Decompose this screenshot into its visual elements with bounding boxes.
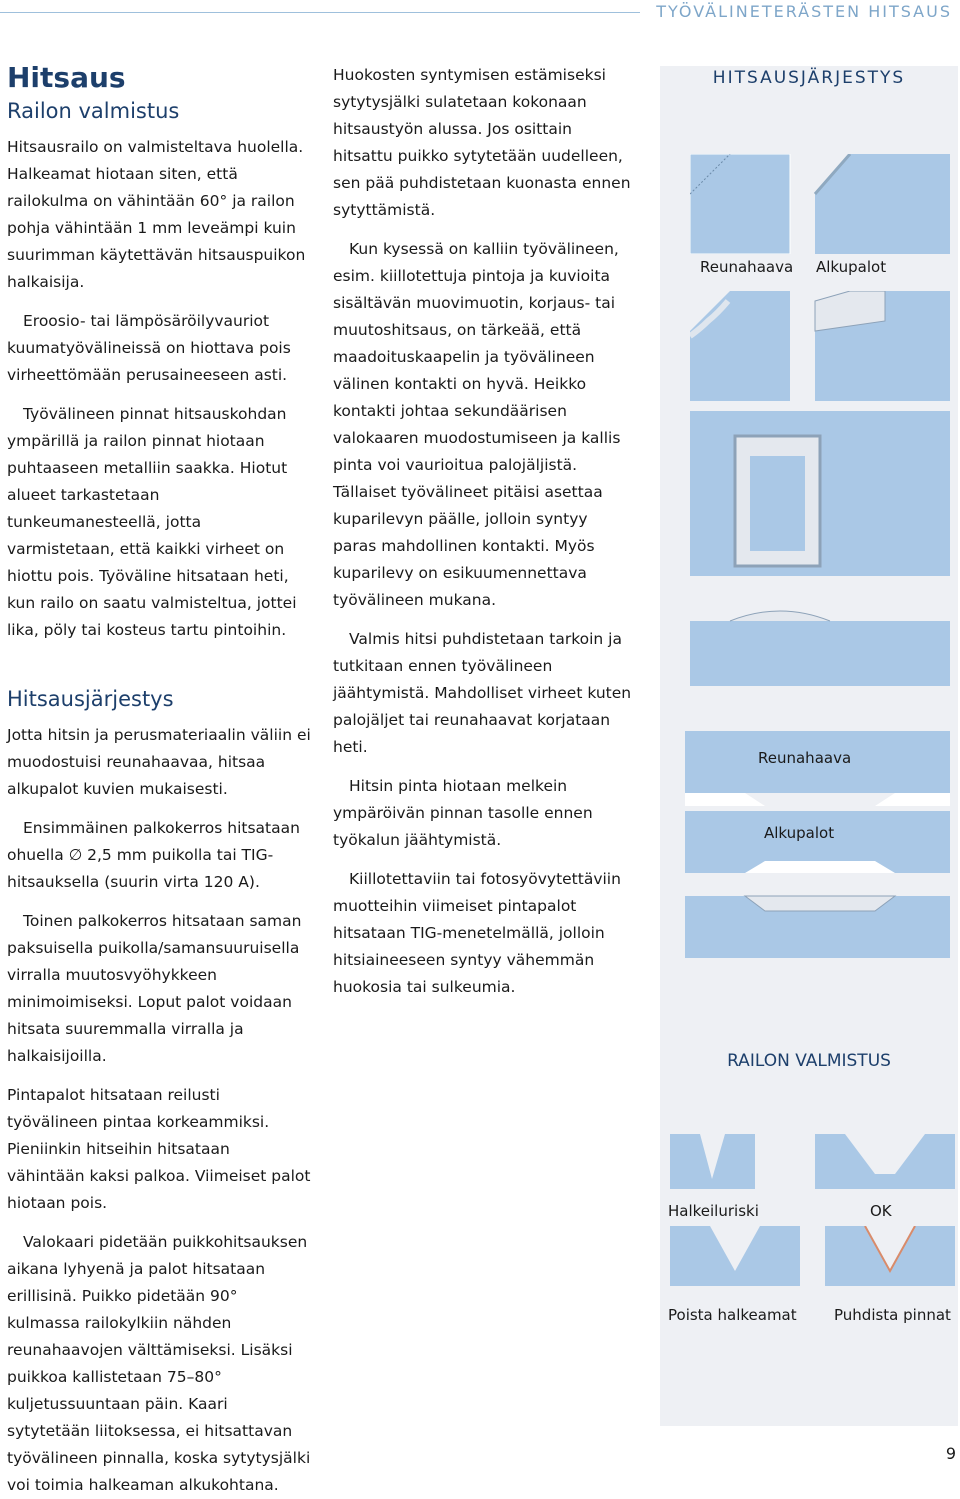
figure-panel <box>660 66 958 1426</box>
column-middle <box>333 62 633 1001</box>
groove-cross-sections <box>670 1134 958 1194</box>
label-puhdista-pinnat: Puhdista pinnat <box>834 1306 951 1324</box>
paragraph: Pintapalot hitsataan reilusti työvälineen pintaa korkeammiksi. Pieniinkin hitseihin hitsataan vähintään kaksi palkoa. Viimeiset palot hiotaan pois. <box>7 1086 311 1212</box>
weld-sequence-step2-figure <box>690 291 950 401</box>
column-left <box>7 60 312 1499</box>
figure-title: HITSAUSJÄRJESTYS <box>712 68 906 88</box>
repair-cross-sections <box>670 1226 958 1296</box>
weld-sequence-step3-figure <box>690 411 950 576</box>
label-alkupalot-2: Alkupalot <box>764 824 835 842</box>
paragraph: Eroosio- tai lämpösäröilyvauriot kuumatyövälineissä on hiottava pois virheettömään perusaineeseen asti. <box>7 312 291 384</box>
paragraph: Hitsausrailo on valmisteltava huolella. Halkeamat hiotaan siten, että railokulma on vähintään 60° ja railon pohja vähintään 1 mm leveämpi kuin suurimman käytettävän hitsauspuikon halkaisija. <box>7 138 306 291</box>
paragraph: Valokaari pidetään puikkohitsauksen aikana lyhyenä ja palot hitsataan erillisinä. Puikko pidetään 90° kulmassa railokylkiin nähden reunahaavojen välttämiseksi. Lisäksi puikkoa kallistetaan 75–80° kuljetussuuntaan päin. Kaari sytytetään liitoksessa, ei hitsattavan työvälineen pinnalla, koska sytytysjälki voi toimia halkeaman alkukohtana. <box>7 1233 311 1494</box>
paragraph: Kiillotettaviin tai fotosyövytettäviin muotteihin viimeiset pintapalot hitsataan TIG-menetelmällä, jolloin hitsiaineeseen syntyy vähemmän huokosia tai sulkeumia. <box>333 870 621 996</box>
paragraph: Ensimmäinen palkokerros hitsataan ohuella ∅ 2,5 mm puikolla tai TIG-hitsauksella (suurin virta 120 A). <box>7 819 300 891</box>
page-number: 9 <box>945 1444 956 1463</box>
section-heading: Railon valmistus <box>7 99 180 123</box>
header-rule <box>0 12 640 13</box>
weld-sequence-step1-figure <box>690 154 950 254</box>
paragraph: Jotta hitsin ja perusmateriaalin väliin ei muodostuisi reunahaavaa, hitsaa alkupalot kuvien mukaisesti. <box>7 726 311 798</box>
page-title: Hitsaus <box>7 61 126 94</box>
label-ok: OK <box>870 1202 892 1220</box>
weld-sequence-step4-figure <box>690 606 950 686</box>
label-halkeiluriski: Halkeiluriski <box>668 1202 759 1220</box>
paragraph: Toinen palkokerros hitsataan saman paksuisella puikolla/samansuuruisella virralla muutosvyöhykkeen minimoimiseksi. Loput palot voidaan hitsata suuremmalla virralla ja halkaisijoilla. <box>7 912 302 1065</box>
label-reunahaava-2: Reunahaava <box>758 749 852 767</box>
section-heading: Hitsausjärjestys <box>7 687 174 711</box>
paragraph: Valmis hitsi puhdistetaan tarkoin ja tutkitaan ennen työvälineen jäähtymistä. Mahdolliset virheet kuten palojäljet tai reunahaavat korjataan heti. <box>333 630 632 756</box>
label-poista-halkeamat: Poista halkeamat <box>668 1306 797 1324</box>
paragraph: Kun kysessä on kalliin työvälineen, esim. kiillotettuja pintoja ja kuvioita sisältävän muovimuotin, korjaus- tai muutoshitsaus, on tärkeää, että maadoituskaapelin ja työvälineen välinen kontakti on hyvä. Heikko kontakti johtaa sekundäärisen valokaaren muodostumiseen ja kallis pinta voi vaurioitua palojäljistä. Tällaiset työvälineet pitäisi asettaa kuparilevyn päälle, jolloin syntyy paras mahdollinen kontakti. Myös kuparilevy on esikuumennettava työvälineen mukana. <box>333 240 621 609</box>
label-alkupalot: Alkupalot <box>816 258 887 276</box>
figure-title-railon: RAILON VALMISTUS <box>727 1051 891 1071</box>
paragraph: Huokosten syntymisen estämiseksi sytytysjälki sulatetaan kokonaan hitsaustyön alussa. Jos osittain hitsattu puikko sytytetään uudelleen, sen pää puhdistetaan kuonasta ennen sytyttämistä. <box>333 66 631 219</box>
paragraph: Hitsin pinta hiotaan melkein ympäröivän pinnan tasolle ennen työkalun jäähtymistä. <box>333 777 593 849</box>
running-head: TYÖVÄLINETERÄSTEN HITSAUS <box>656 2 952 21</box>
label-reunahaava: Reunahaava <box>700 258 794 276</box>
paragraph: Työvälineen pinnat hitsauskohdan ympärillä ja railon pinnat hiotaan puhtaaseen metalliin saakka. Hiotut alueet tarkastetaan tunkeumanesteellä, jotta varmistetaan, että kaikki virheet on hiottu pois. Työväline hitsataan heti, kun railo on saatu valmisteltua, jottei lika, pöly tai kosteus tartu pintoihin. <box>7 405 297 639</box>
